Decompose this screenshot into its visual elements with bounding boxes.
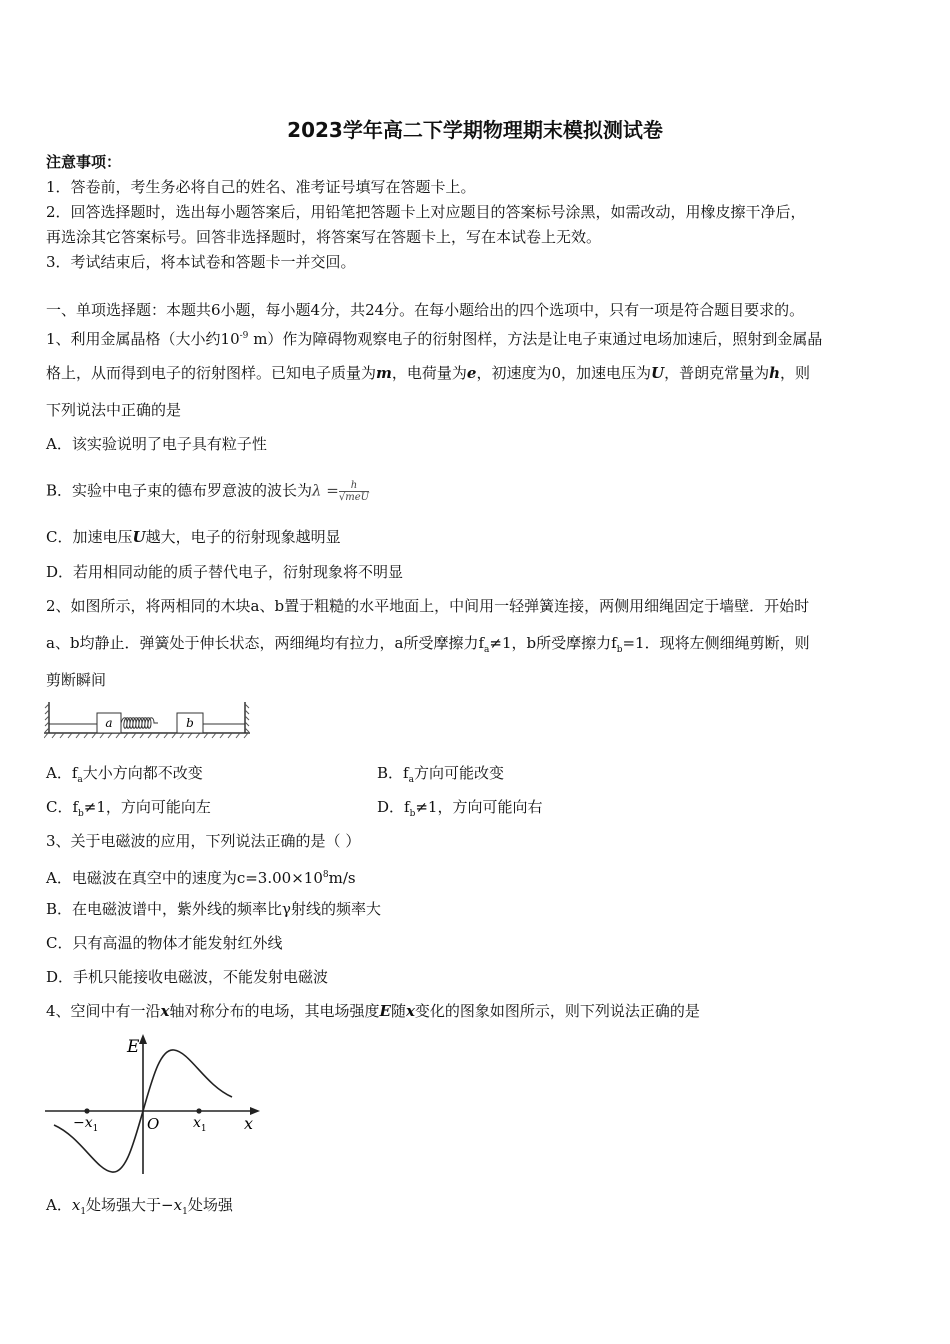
notice-item-2-cont: 再选涂其它答案标号。回答非选择题时，将答案写在答题卡上，写在本试卷上无效。 <box>46 228 602 246</box>
field-curve-negative <box>54 1111 143 1172</box>
q4-option-a: A．$x_1$处场强大于$-x_1$处场强 <box>46 1196 233 1217</box>
notice-heading: 注意事项： <box>46 153 122 171</box>
section-heading: 一、单项选择题：本题共6小题，每小题4分，共24分。在每小题给出的四个选项中，只有一项是符合题目要求的。 <box>46 301 805 319</box>
wavelength-fraction: $\frac{h}{\text{√meU}}$ <box>338 480 370 503</box>
q3-option-d: D．手机只能接收电磁波，不能发射电磁波 <box>46 968 329 986</box>
q1-option-d: D．若用相同动能的质子替代电子，衍射现象将不明显 <box>46 563 404 581</box>
q1-option-a: A．该实验说明了电子具有粒子性 <box>46 435 267 453</box>
x1-label: $x_1$ <box>193 1115 207 1134</box>
q3-option-c: C．只有高温的物体才能发射红外线 <box>46 934 283 952</box>
q3-option-a: A．电磁波在真空中的速度为$c=3.00\times 10^8m/s$ <box>46 869 356 887</box>
block-b-label: b <box>186 716 194 730</box>
notice-item-3: 3．考试结束后，将本试卷和答题卡一并交回。 <box>46 253 356 271</box>
neg-x1-point <box>84 1108 89 1113</box>
q2-stem-line3: 剪断瞬间 <box>46 671 107 689</box>
q2-option-b: B．$f_a$方向可能改变 <box>377 764 504 785</box>
spring <box>121 718 158 729</box>
q1-option-c: C．加速电压U越大，电子的衍射现象越明显 <box>46 528 341 546</box>
q4-stem: 4、空间中有一沿x轴对称分布的电场，其电场强度E随x变化的图象如图所示，则下列说法正确的是 <box>46 1002 700 1020</box>
neg-x1-label: $-x_1$ <box>73 1115 99 1134</box>
page-title: 2023学年高二下学期物理期末模拟测试卷 <box>287 118 663 142</box>
blocks-spring-figure <box>44 700 250 740</box>
q1-option-b: B．实验中电子束的德布罗意波的波长为λ = $\frac{h}{\text{√meU}}$ <box>46 480 370 503</box>
notice-item-2: 2．回答选择题时，选出每小题答案后，用铅笔把答题卡上对应题目的答案标号涂黑，如需改动，用橡皮擦干净后， <box>46 203 806 221</box>
x1-point <box>196 1108 201 1113</box>
q2-option-a: A．$f_a$大小方向都不改变 <box>46 764 203 785</box>
q2-stem-line2: a、b均静止．弹簧处于伸长状态，两细绳均有拉力，a所受摩擦力$f_a\ne 1$，b所受摩擦力$f_b=1$．现将左侧细绳剪断，则 <box>46 634 810 655</box>
block-a-label: a <box>105 716 113 730</box>
q3-option-b: B．在电磁波谱中，紫外线的频率比γ射线的频率大 <box>46 900 381 918</box>
q2-option-c: C．$f_b\ne 1$，方向可能向左 <box>46 798 211 819</box>
q1-stem-line3: 下列说法中正确的是 <box>46 401 182 419</box>
q3-stem: 3、关于电磁波的应用，下列说法正确的是（ ） <box>46 832 361 850</box>
notice-item-1: 1．答卷前，考生务必将自己的姓名、准考证号填写在答题卡上。 <box>46 178 476 196</box>
origin-label: O <box>147 1115 160 1133</box>
q1-stem-line2: 格上，从而得到电子的衍射图样。已知电子质量为m，电荷量为e，初速度为0，加速电压为U，普朗克常量为h，则 <box>46 364 811 382</box>
q2-stem-line1: 2、如图所示，将两相同的木块a、b置于粗糙的水平地面上，中间用一轻弹簧连接，两侧用细绳固定于墙壁．开始时 <box>46 597 810 615</box>
q2-option-d: D．$f_b\ne 1$，方向可能向右 <box>377 798 543 819</box>
field-curve-positive <box>143 1050 232 1111</box>
axis-x-label: x <box>244 1114 254 1133</box>
field-graph <box>40 1030 270 1180</box>
q1-stem-line1: 1、利用金属晶格（大小约$10^{-9}$ m）作为障碍物观察电子的衍射图样，方法是让电子束通过电场加速后，照射到金属晶 <box>46 330 823 348</box>
axis-e-label: E <box>127 1037 140 1057</box>
